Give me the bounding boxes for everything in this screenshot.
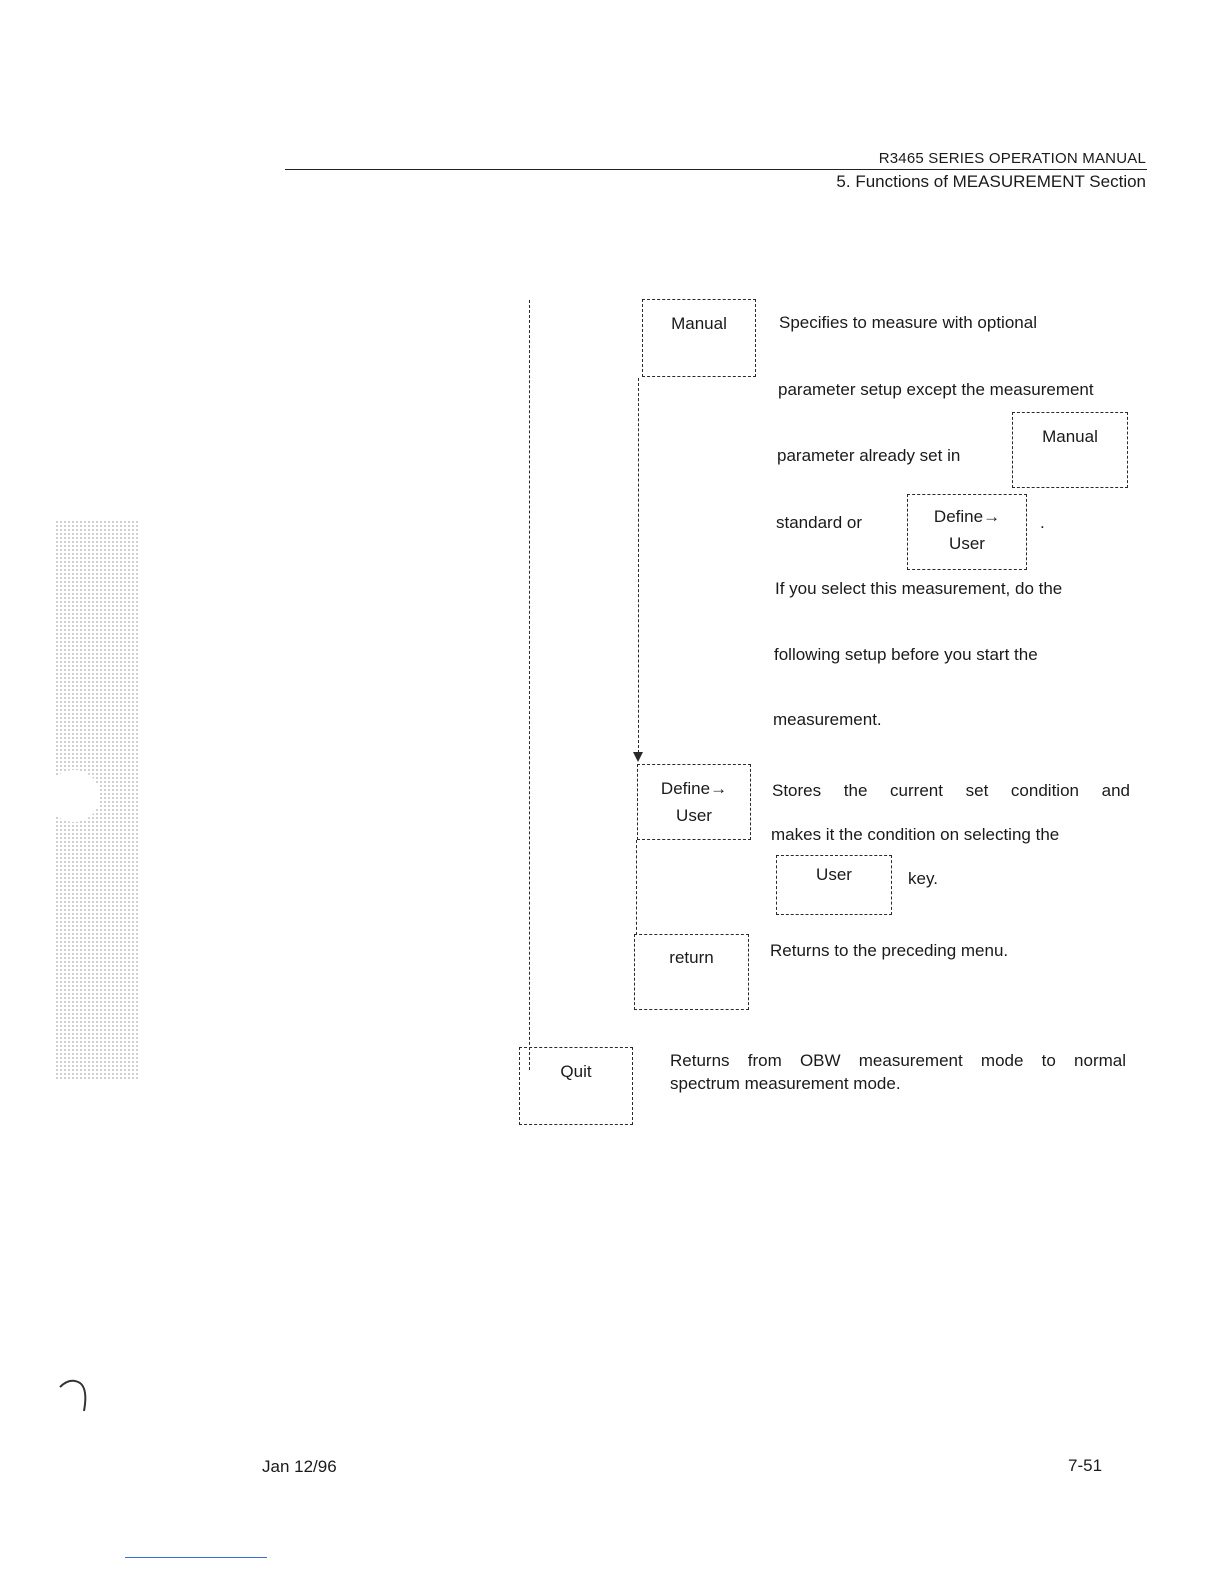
- manual-desc-line5: If you select this measurement, do the: [775, 579, 1063, 598]
- punch-hole: [48, 770, 100, 822]
- inline-define-user-key: [907, 494, 1027, 570]
- inline-define-user-line1: Define→: [933, 507, 1001, 526]
- manual-title: R3465 SERIES OPERATION MANUAL: [878, 150, 1146, 167]
- return-key[interactable]: [634, 934, 749, 1010]
- inline-user-key: [776, 855, 892, 915]
- footer-page-number: 7-51: [1068, 1456, 1103, 1475]
- quit-key[interactable]: [519, 1047, 633, 1125]
- manual-desc-line7: measurement.: [773, 710, 882, 729]
- define-user-desc-line2: makes it the condition on selecting the: [771, 825, 1060, 844]
- manual-desc-line6: following setup before you start the: [774, 645, 1038, 664]
- manual-key[interactable]: [642, 299, 756, 377]
- header-rule: [285, 169, 1147, 170]
- inline-manual-key-label: Manual: [1042, 427, 1098, 446]
- corner-mark: [58, 1375, 92, 1415]
- inline-user-key-label: User: [816, 865, 852, 884]
- inline-define-user-line2: User: [949, 534, 985, 553]
- outer-tree-line: [529, 300, 530, 1070]
- define-user-key[interactable]: [637, 764, 751, 840]
- define-user-desc-line1: Stores the current set condition and: [772, 781, 1130, 800]
- quit-desc-line1: Returns from OBW measurement mode to normal: [670, 1051, 1126, 1070]
- manual-desc-line2: parameter setup except the measurement: [778, 380, 1094, 399]
- inner-tree-line: [638, 378, 639, 753]
- footer-date: Jan 12/96: [262, 1457, 337, 1476]
- return-desc: Returns to the preceding menu.: [770, 941, 1009, 960]
- manual-desc-line4-end: .: [1040, 513, 1045, 532]
- manual-desc-line3: parameter already set in: [777, 446, 961, 465]
- define-user-key-line2: User: [676, 806, 712, 825]
- inner-tree-line-lower: [636, 840, 637, 935]
- tree-arrow: [633, 752, 643, 762]
- section-title: 5. Functions of MEASUREMENT Section: [836, 172, 1146, 191]
- return-key-label: return: [669, 948, 714, 967]
- bottom-rule: [125, 1557, 267, 1558]
- quit-key-label: Quit: [560, 1062, 592, 1081]
- define-user-desc-line3: key.: [908, 869, 938, 888]
- manual-desc-line1: Specifies to measure with optional: [779, 313, 1037, 332]
- define-user-key-line1: Define→: [660, 779, 728, 798]
- manual-key-label: Manual: [671, 314, 727, 333]
- manual-desc-line4: standard or: [776, 513, 862, 532]
- quit-desc-line2: spectrum measurement mode.: [670, 1074, 901, 1093]
- inline-manual-key: [1012, 412, 1128, 488]
